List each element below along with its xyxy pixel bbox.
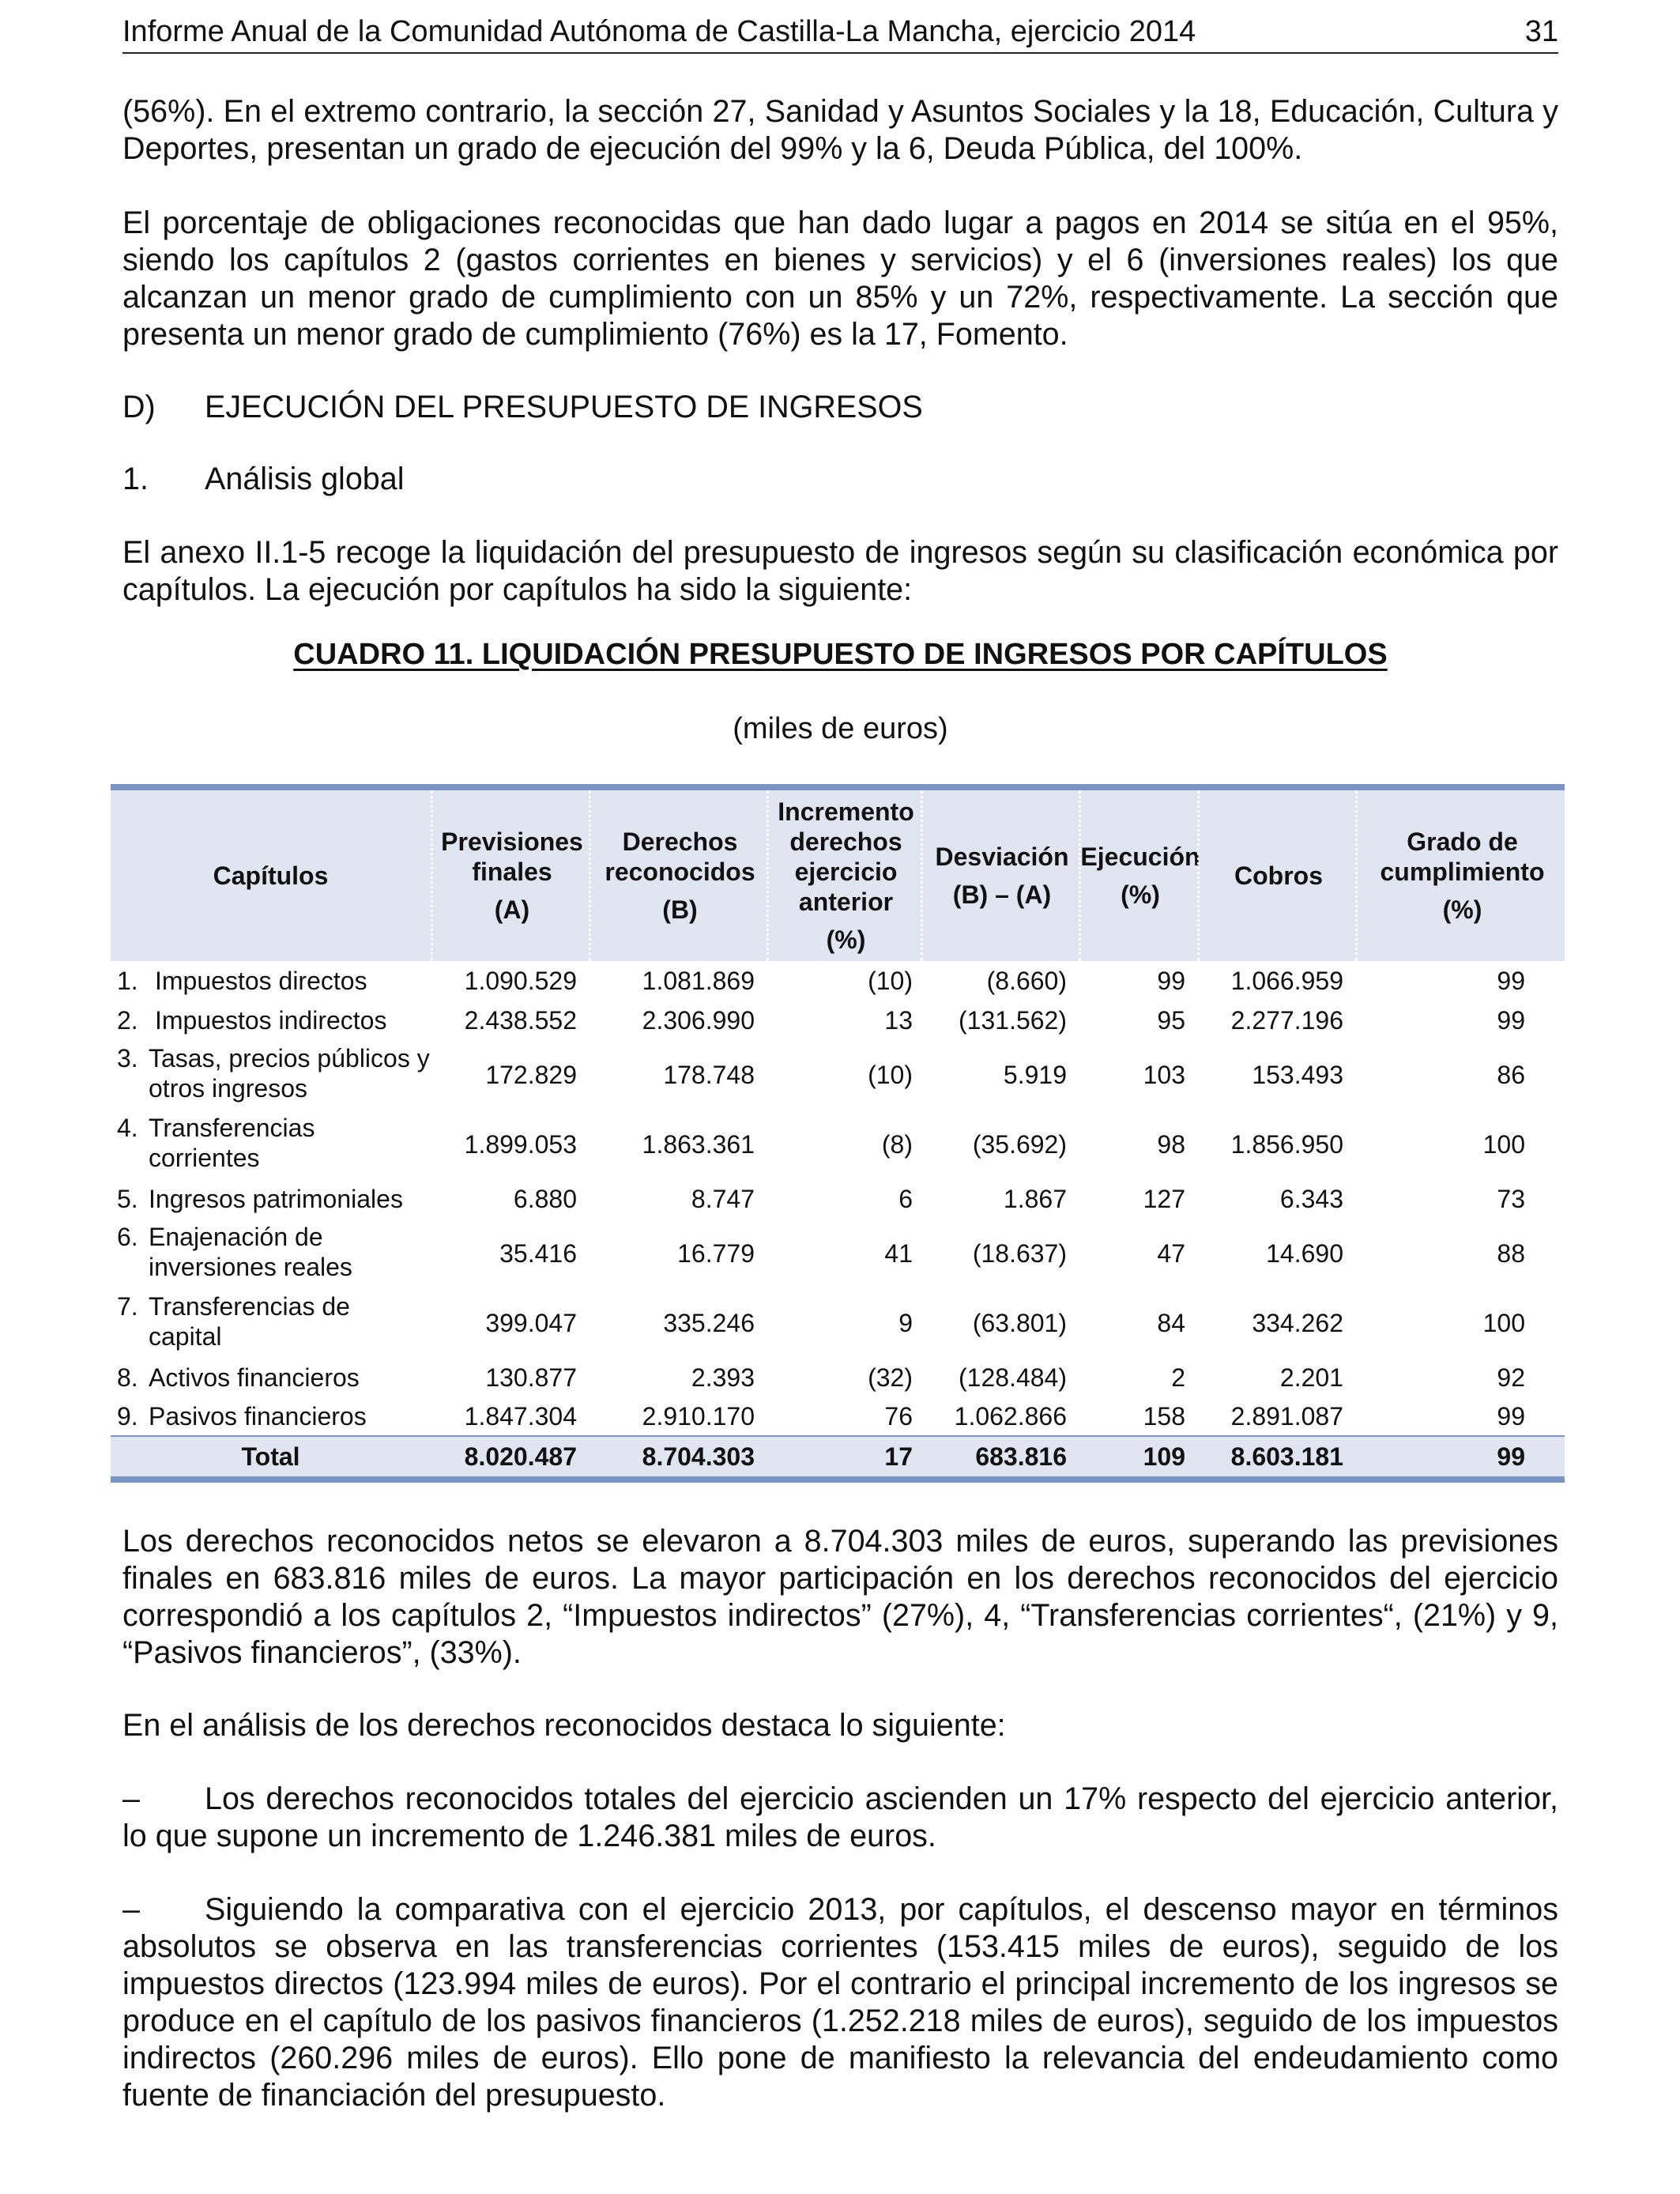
cell-desviacion: 1.867 [1003, 1185, 1067, 1213]
subsection-heading-1-label: 1. [122, 462, 149, 496]
row-capitulo: 6. Enajenación de inversiones reales [117, 1223, 352, 1281]
row-capitulo: 7. Transferencias de capital [117, 1292, 350, 1351]
table-row [111, 1110, 1565, 1179]
cell-derechos: 2.910.170 [642, 1402, 755, 1431]
cell-derechos: 1.081.869 [642, 967, 755, 995]
paragraph-intro: (56%). En el extremo contrario, la sección 27, Sanidad y Asuntos Sociales y la 18, Educación, Cultura y Deportes, presentan un grado de ejecución del 99% y la 6, Deuda Pública, del 100%. [122, 94, 1558, 166]
total-previsiones: 8.020.487 [464, 1442, 577, 1471]
total-grado: 99 [1497, 1442, 1525, 1471]
table-row [111, 1001, 1565, 1040]
cell-desviacion: (131.562) [959, 1006, 1067, 1035]
cell-derechos: 335.246 [663, 1309, 755, 1337]
bullet-item [122, 1781, 1558, 1855]
subsection-heading-1-text: Análisis global [205, 462, 405, 496]
cell-desviacion: (128.484) [959, 1363, 1067, 1392]
header-ejecucion: Ejecución (%) [1079, 790, 1200, 961]
cell-ejecucion: 95 [1157, 1006, 1185, 1035]
row-capitulo: 4. Transferencias corrientes [117, 1114, 315, 1172]
cell-cobros: 6.343 [1279, 1185, 1343, 1213]
cell-previsiones: 2.438.552 [464, 1006, 577, 1035]
paragraph-obligaciones: El porcentaje de obligaciones reconocidas que han dado lugar a pagos en 2014 se sitúa en el 95%, siendo los capítulos 2 (gastos corrientes en bienes y servicios) y el 6 (inversiones reales) los que alcanzan un menor grado de cumplimiento con un 85% y un 72%, respectivamente. La sección que presenta un menor grado de cumplimiento (76%) es la 17, Fomento. [122, 205, 1558, 352]
total-cobros: 8.603.181 [1230, 1442, 1343, 1471]
row-capitulo: 1. Impuestos directos [117, 967, 367, 995]
table-top-rule [111, 784, 1565, 790]
cell-incremento: (10) [868, 1061, 913, 1089]
cell-desviacion: 5.919 [1003, 1061, 1067, 1089]
cell-ejecucion: 158 [1143, 1402, 1185, 1431]
cell-incremento: (10) [868, 967, 913, 995]
row-capitulo: 3. Tasas, precios públicos y otros ingresos [117, 1044, 430, 1103]
cell-ejecucion: 99 [1157, 967, 1185, 995]
cell-cobros: 1.066.959 [1230, 967, 1343, 995]
table-total-row [111, 1435, 1565, 1476]
bullet-item [122, 1891, 1558, 2114]
cell-grado: 73 [1497, 1185, 1525, 1213]
table-row [111, 1179, 1565, 1219]
cell-ejecucion: 84 [1157, 1309, 1185, 1337]
header-cobros: Cobros [1197, 790, 1358, 961]
total-derechos: 8.704.303 [642, 1442, 755, 1471]
cell-cobros: 1.856.950 [1230, 1130, 1343, 1159]
table-header [111, 790, 1565, 961]
table-bottom-rule [111, 1476, 1565, 1483]
cell-grado: 99 [1497, 967, 1525, 995]
cell-incremento: (8) [881, 1130, 913, 1159]
table-row [111, 1040, 1565, 1110]
cell-cobros: 334.262 [1252, 1309, 1343, 1337]
cell-desviacion: (18.637) [972, 1239, 1067, 1268]
cell-incremento: 9 [898, 1309, 913, 1337]
cell-previsiones: 1.090.529 [464, 967, 577, 995]
cell-ejecucion: 98 [1157, 1130, 1185, 1159]
cell-derechos: 2.306.990 [642, 1006, 755, 1035]
report-title: Informe Anual de la Comunidad Autónoma de Castilla-La Mancha, ejercicio 2014 [122, 15, 1196, 48]
cell-previsiones: 172.829 [485, 1061, 577, 1089]
header-previsiones: Previsiones finales (A) [431, 790, 591, 961]
header-capitulos: Capítulos [213, 861, 329, 890]
cell-incremento: 76 [884, 1402, 913, 1431]
cell-incremento: 13 [884, 1006, 913, 1035]
cell-cobros: 14.690 [1266, 1239, 1343, 1268]
paragraph-analisis: En el análisis de los derechos reconocidos destaca lo siguiente: [122, 1708, 1006, 1743]
page-number: 31 [1524, 15, 1558, 48]
income-budget-table [111, 784, 1565, 1483]
row-capitulo: 9. Pasivos financieros [117, 1402, 367, 1431]
total-label: Total [241, 1442, 300, 1471]
total-incremento: 17 [884, 1442, 913, 1471]
header-desviacion: Desviación (B) – (A) [921, 790, 1081, 961]
bullet-text: Los derechos reconocidos totales del ejercicio ascienden un 17% respecto del ejercicio anterior, lo que supone un incremento de 1.246.381 miles de euros. [122, 1781, 1558, 1853]
paragraph-anexo: El anexo II.1-5 recoge la liquidación del presupuesto de ingresos según su clasificación económica por capítulos. La ejecución por capítulos ha sido la siguiente: [122, 535, 1558, 607]
header-derechos: Derechos reconocidos (B) [589, 790, 769, 961]
cell-derechos: 178.748 [663, 1061, 755, 1089]
total-ejecucion: 109 [1143, 1442, 1185, 1471]
cell-previsiones: 6.880 [513, 1185, 577, 1213]
cell-previsiones: 130.877 [485, 1363, 577, 1392]
cell-derechos: 1.863.361 [642, 1130, 755, 1159]
bullet-text: Siguiendo la comparativa con el ejercicio 2013, por capítulos, el descenso mayor en términos absolutos se observa en las transferencias corrientes (153.415 miles de euros), seguido de los impuestos directos (123.994 miles de euros). Por el contrario el principal incremento de los ingresos se produce en el capítulo de los pasivos financieros (1.252.218 miles de euros), seguido de los impuestos indirectos (260.296 miles de euros). Ello pone de manifiesto la relevancia del endeudamiento como fuente de financiación del presupuesto. [122, 1892, 1558, 2113]
cell-grado: 99 [1497, 1006, 1525, 1035]
cell-cobros: 2.201 [1279, 1363, 1343, 1392]
cell-ejecucion: 2 [1171, 1363, 1185, 1392]
cell-derechos: 2.393 [691, 1363, 755, 1392]
section-heading-d-text: EJECUCIÓN DEL PRESUPUESTO DE INGRESOS [205, 390, 923, 424]
cell-grado: 88 [1497, 1239, 1525, 1268]
table-units: (miles de euros) [733, 712, 948, 745]
cell-previsiones: 1.899.053 [464, 1130, 577, 1159]
table-row [111, 1288, 1565, 1358]
row-capitulo: 8. Activos financieros [117, 1363, 360, 1392]
row-capitulo: 5. Ingresos patrimoniales [117, 1185, 403, 1213]
cell-cobros: 2.891.087 [1230, 1402, 1343, 1431]
cell-incremento: (32) [868, 1363, 913, 1392]
cell-ejecucion: 103 [1143, 1061, 1185, 1089]
dash-marker: – [122, 1892, 140, 1927]
header-incremento: Incremento derechos ejercicio anterior (%) [767, 790, 923, 961]
cell-derechos: 16.779 [677, 1239, 755, 1268]
cell-incremento: 6 [898, 1185, 913, 1213]
table-row [111, 1397, 1565, 1435]
row-capitulo: 2. Impuestos indirectos [117, 1006, 387, 1035]
paragraph-derechos-netos: Los derechos reconocidos netos se elevaron a 8.704.303 miles de euros, superando las previsiones finales en 683.816 miles de euros. La mayor participación en los derechos reconocidos del ejercicio correspondió a los capítulos 2, “Impuestos indirectos” (27%), 4, “Transferencias corrientes“, (21%) y 9, “Pasivos financieros”, (33%). [122, 1524, 1558, 1670]
cell-ejecucion: 127 [1143, 1185, 1185, 1213]
cell-grado: 86 [1497, 1061, 1525, 1089]
total-desviacion: 683.816 [975, 1442, 1067, 1471]
header-grado: Grado de cumplimiento (%) [1355, 790, 1567, 961]
cell-desviacion: (8.660) [986, 967, 1067, 995]
cell-desviacion: (35.692) [972, 1130, 1067, 1159]
cell-incremento: 41 [884, 1239, 913, 1268]
cell-previsiones: 1.847.304 [464, 1402, 577, 1431]
cell-derechos: 8.747 [691, 1185, 755, 1213]
table-title: CUADRO 11. LIQUIDACIÓN PRESUPUESTO DE INGRESOS POR CAPÍTULOS [293, 638, 1388, 671]
table-row [111, 961, 1565, 1001]
cell-grado: 92 [1497, 1363, 1525, 1392]
cell-previsiones: 399.047 [485, 1309, 577, 1337]
cell-previsiones: 35.416 [499, 1239, 577, 1268]
cell-desviacion: (63.801) [972, 1309, 1067, 1337]
cell-grado: 100 [1482, 1130, 1525, 1159]
dash-marker: – [122, 1781, 140, 1816]
cell-grado: 99 [1497, 1402, 1525, 1431]
cell-desviacion: 1.062.866 [954, 1402, 1067, 1431]
page-header [122, 11, 1558, 54]
cell-ejecucion: 47 [1157, 1239, 1185, 1268]
cell-grado: 100 [1482, 1309, 1525, 1337]
section-heading-d-label: D) [122, 390, 156, 424]
table-row [111, 1358, 1565, 1397]
cell-cobros: 153.493 [1252, 1061, 1343, 1089]
table-row [111, 1219, 1565, 1288]
cell-cobros: 2.277.196 [1230, 1006, 1343, 1035]
